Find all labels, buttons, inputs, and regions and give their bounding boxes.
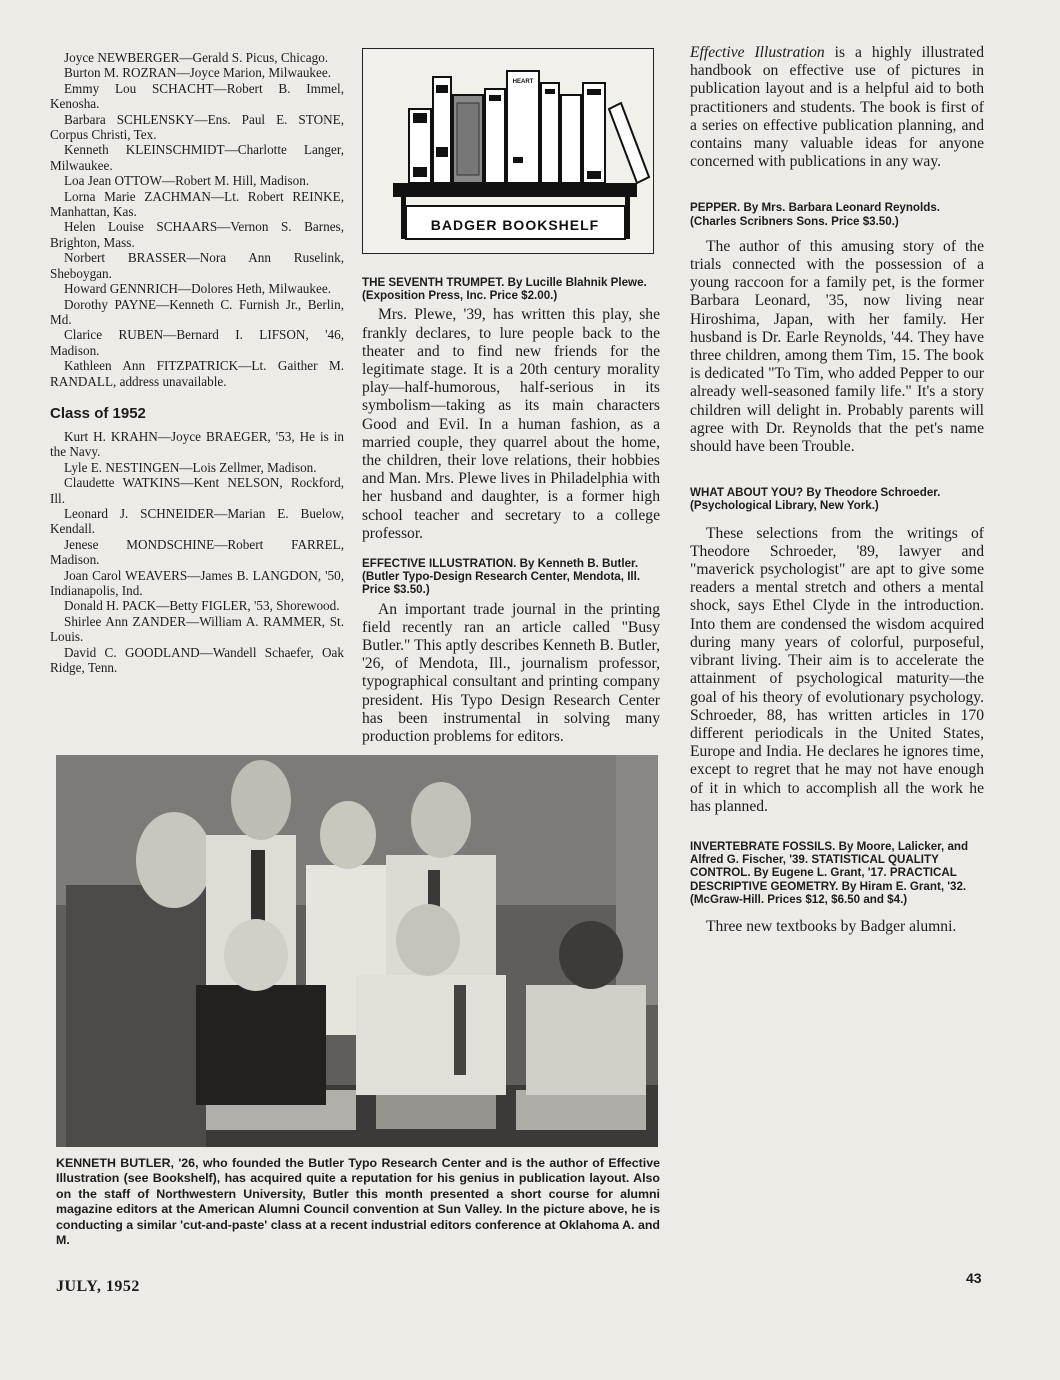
bookshelf-label: BADGER BOOKSHELF — [430, 217, 600, 233]
photo-illustration — [56, 755, 658, 1147]
class-1952-entry: Leonard J. SCHNEIDER—Marian E. Buelow, Kendall. — [50, 505, 344, 537]
reviews-column-2 — [362, 276, 660, 746]
marriage-entry: Joyce NEWBERGER—Gerald S. Picus, Chicago. — [64, 50, 329, 65]
marriage-entry: Clarice RUBEN—Bernard I. LIFSON, '46, Madison. — [50, 327, 344, 358]
marriage-entry: Barbara SCHLENSKY—Ens. Paul E. STONE, Corpus Christi, Tex. — [50, 111, 344, 143]
illustration-book-title: Effective Illustration — [690, 44, 825, 61]
class-1952-entry: Shirlee Ann ZANDER—William A. RAMMER, St. Louis. — [50, 613, 344, 645]
marriages-column — [50, 50, 344, 675]
marriage-entry: Norbert BRASSER—Nora Ann Ruselink, Sheboygan. — [50, 250, 344, 281]
review-heading-trumpet: THE SEVENTH TRUMPET. By Lucille Blahnik Plewe. (Exposition Press, Inc. Price $2.00.) — [362, 276, 647, 303]
marriage-entry: Lorna Marie ZACHMAN—Lt. Robert REINKE, Manhattan, Kas. — [50, 188, 344, 220]
review-heading-pepper: PEPPER. By Mrs. Barbara Leonard Reynolds. (Charles Scribners Sons. Price $3.50.) — [690, 201, 940, 228]
badger-bookshelf-logo — [362, 48, 654, 254]
review-body-illustration-continued — [690, 44, 984, 171]
review-heading-illustration: EFFECTIVE ILLUSTRATION. By Kenneth B. Butler. (Butler Typo-Design Research Center, Mendota, Ill. Price $3.50.) — [362, 557, 641, 597]
review-body-illustration-part1: An important trade journal in the printing field recently ran an article called "Busy Butler." This aptly describes Kenneth B. Butler, '26, of Mendota, Ill., journalism professor, typographical consultant and printing company president. His Typo Design Research Center has been instrumental in solving many production problems for editors. — [362, 600, 660, 746]
marriage-entry: Helen Louise SCHAARS—Vernon S. Barnes, Brighton, Mass. — [50, 219, 344, 250]
review-heading-textbooks: INVERTEBRATE FOSSILS. By Moore, Lalicker, and Alfred G. Fischer, '39. STATISTICAL QUALITY CONTROL. By Eugene L. Grant, '17. PRACTICAL DESCRIPTIVE GEOMETRY. By Hiram E. Grant, '32. (McGraw-Hill. Prices $12, $6.50 and $4.) — [690, 839, 969, 906]
marriage-entry: Emmy Lou SCHACHT—Robert B. Immel, Kenosha. — [50, 80, 344, 112]
marriage-entry: Burton M. ROZRAN—Joyce Marion, Milwaukee. — [64, 65, 332, 81]
page-number: 43 — [966, 1270, 982, 1286]
marriage-entry: Loa Jean OTTOW—Robert M. Hill, Madison. — [64, 173, 310, 189]
review-body-pepper: The author of this amusing story of the trials connected with the possession of a young raccoon for a family pet, is the former Barbara Leonard, '35, now living near Hiroshima, Japan, with her family. Her husband is Dr. Earle Reynolds, '44. They have three children, among them Tim, 15. The book is dedicated "To Tim, who added Pepper to our already well-seasoned family life." It's a story children will delight in. Probably parents will agree with Dr. Reynolds that the pet's name should have been Trouble. — [690, 237, 984, 456]
class-1952-entry: Joan Carol WEAVERS—James B. LANGDON, '50, Indianapolis, Ind. — [50, 567, 344, 598]
footer-date: JULY, 1952 — [56, 1278, 140, 1295]
photo-caption: KENNETH BUTLER, '26, who founded the Butler Typo Research Center and is the author of Effective Illustration (see Bookshelf), has acquired quite a reputation for his genius in publication layout. Also on the staff of Northwestern University, Butler this month presented a short course for alumni magazine editors at the American Alumni Council convention at Sun Valley. In the picture above, he is conducting a similar 'cut-and-paste' class at a recent industrial editors conference at Oklahoma A. and M. — [56, 1156, 660, 1248]
reviews-column-3 — [690, 44, 984, 936]
marriage-entry: Kenneth KLEINSCHMIDT—Charlotte Langer, Milwaukee. — [50, 142, 344, 173]
class-photo — [56, 755, 658, 1147]
review-body-illustration-start — [362, 600, 660, 746]
class-1952-entry: Donald H. PACK—Betty FIGLER, '53, Shorewood. — [64, 598, 340, 614]
review-body-textbooks: Three new textbooks by Badger alumni. — [706, 917, 957, 935]
marriage-entry: Dorothy PAYNE—Kenneth C. Furnish Jr., Berlin, Md. — [50, 296, 344, 327]
class-1952-entry: Kurt H. KRAHN—Joyce BRAEGER, '53, He is in the Navy. — [50, 428, 344, 460]
review-body-about-you: These selections from the writings of Theodore Schroeder, '89, lawyer and "maverick psychologist" are apt to give some readers a mental stretch and others a mental shock, says Ethel Clyde in the introduction. Into them are condensed the wisdom acquired during many years of colorful, purposeful, vibrant living. Their aim is to accelerate the attainment of psychological maturity—the goal of his theory of evolutionary psychology. Schroeder, 88, has written articles in 170 different periodicals in the United States, Europe and India. He declares he ignores time, except to regret that he may not have enough of it in which to accomplish all the work he has planned. — [690, 524, 984, 815]
marriage-entry: Howard GENNRICH—Dolores Heth, Milwaukee. — [64, 281, 331, 297]
class-1952-entry: Lyle E. NESTINGEN—Lois Zellmer, Madison. — [64, 459, 317, 475]
class-1952-entry: Jenese MONDSCHINE—Robert FARREL, Madison. — [50, 536, 344, 568]
heart-spine-label: HEART — [512, 79, 534, 85]
class-1952-entry: Claudette WATKINS—Kent NELSON, Rockford, Ill. — [50, 475, 344, 506]
class-1952-heading: Class of 1952 — [50, 404, 146, 422]
marriage-entry: Kathleen Ann FITZPATRICK—Lt. Gaither M. RANDALL, address unavailable. — [50, 358, 344, 389]
review-body-trumpet: Mrs. Plewe, '39, has written this play, she frankly declares, to lure people back to the theater and to find new friends for the legitimate stage. It is a 20th century morality play—half-humorous, half-serious in its symbolism—taking as its main characters Good and Evil. In a human fashion, as a married couple, they quarrel about the home, the children, their love relations, their hobbies and Man. Mrs. Plewe lives in Philadelphia with her husband and daughter, is a former high school teacher and secretary to a college professor. — [362, 306, 660, 542]
review-body-illustration-part2: is a highly illustrated handbook on effective use of pictures in publication layout and is a helpful aid to both practitioners and students. The book is first of a series on effective publication planning, and contains many valuable ideas for anyone concerned with publications in any way. — [690, 44, 984, 171]
class-1952-entry: David C. GOODLAND—Wandell Schaefer, Oak Ridge, Tenn. — [50, 644, 344, 676]
bookshelf-illustration — [363, 49, 653, 252]
review-heading-about-you: WHAT ABOUT YOU? By Theodore Schroeder. (Psychological Library, New York.) — [690, 486, 941, 513]
